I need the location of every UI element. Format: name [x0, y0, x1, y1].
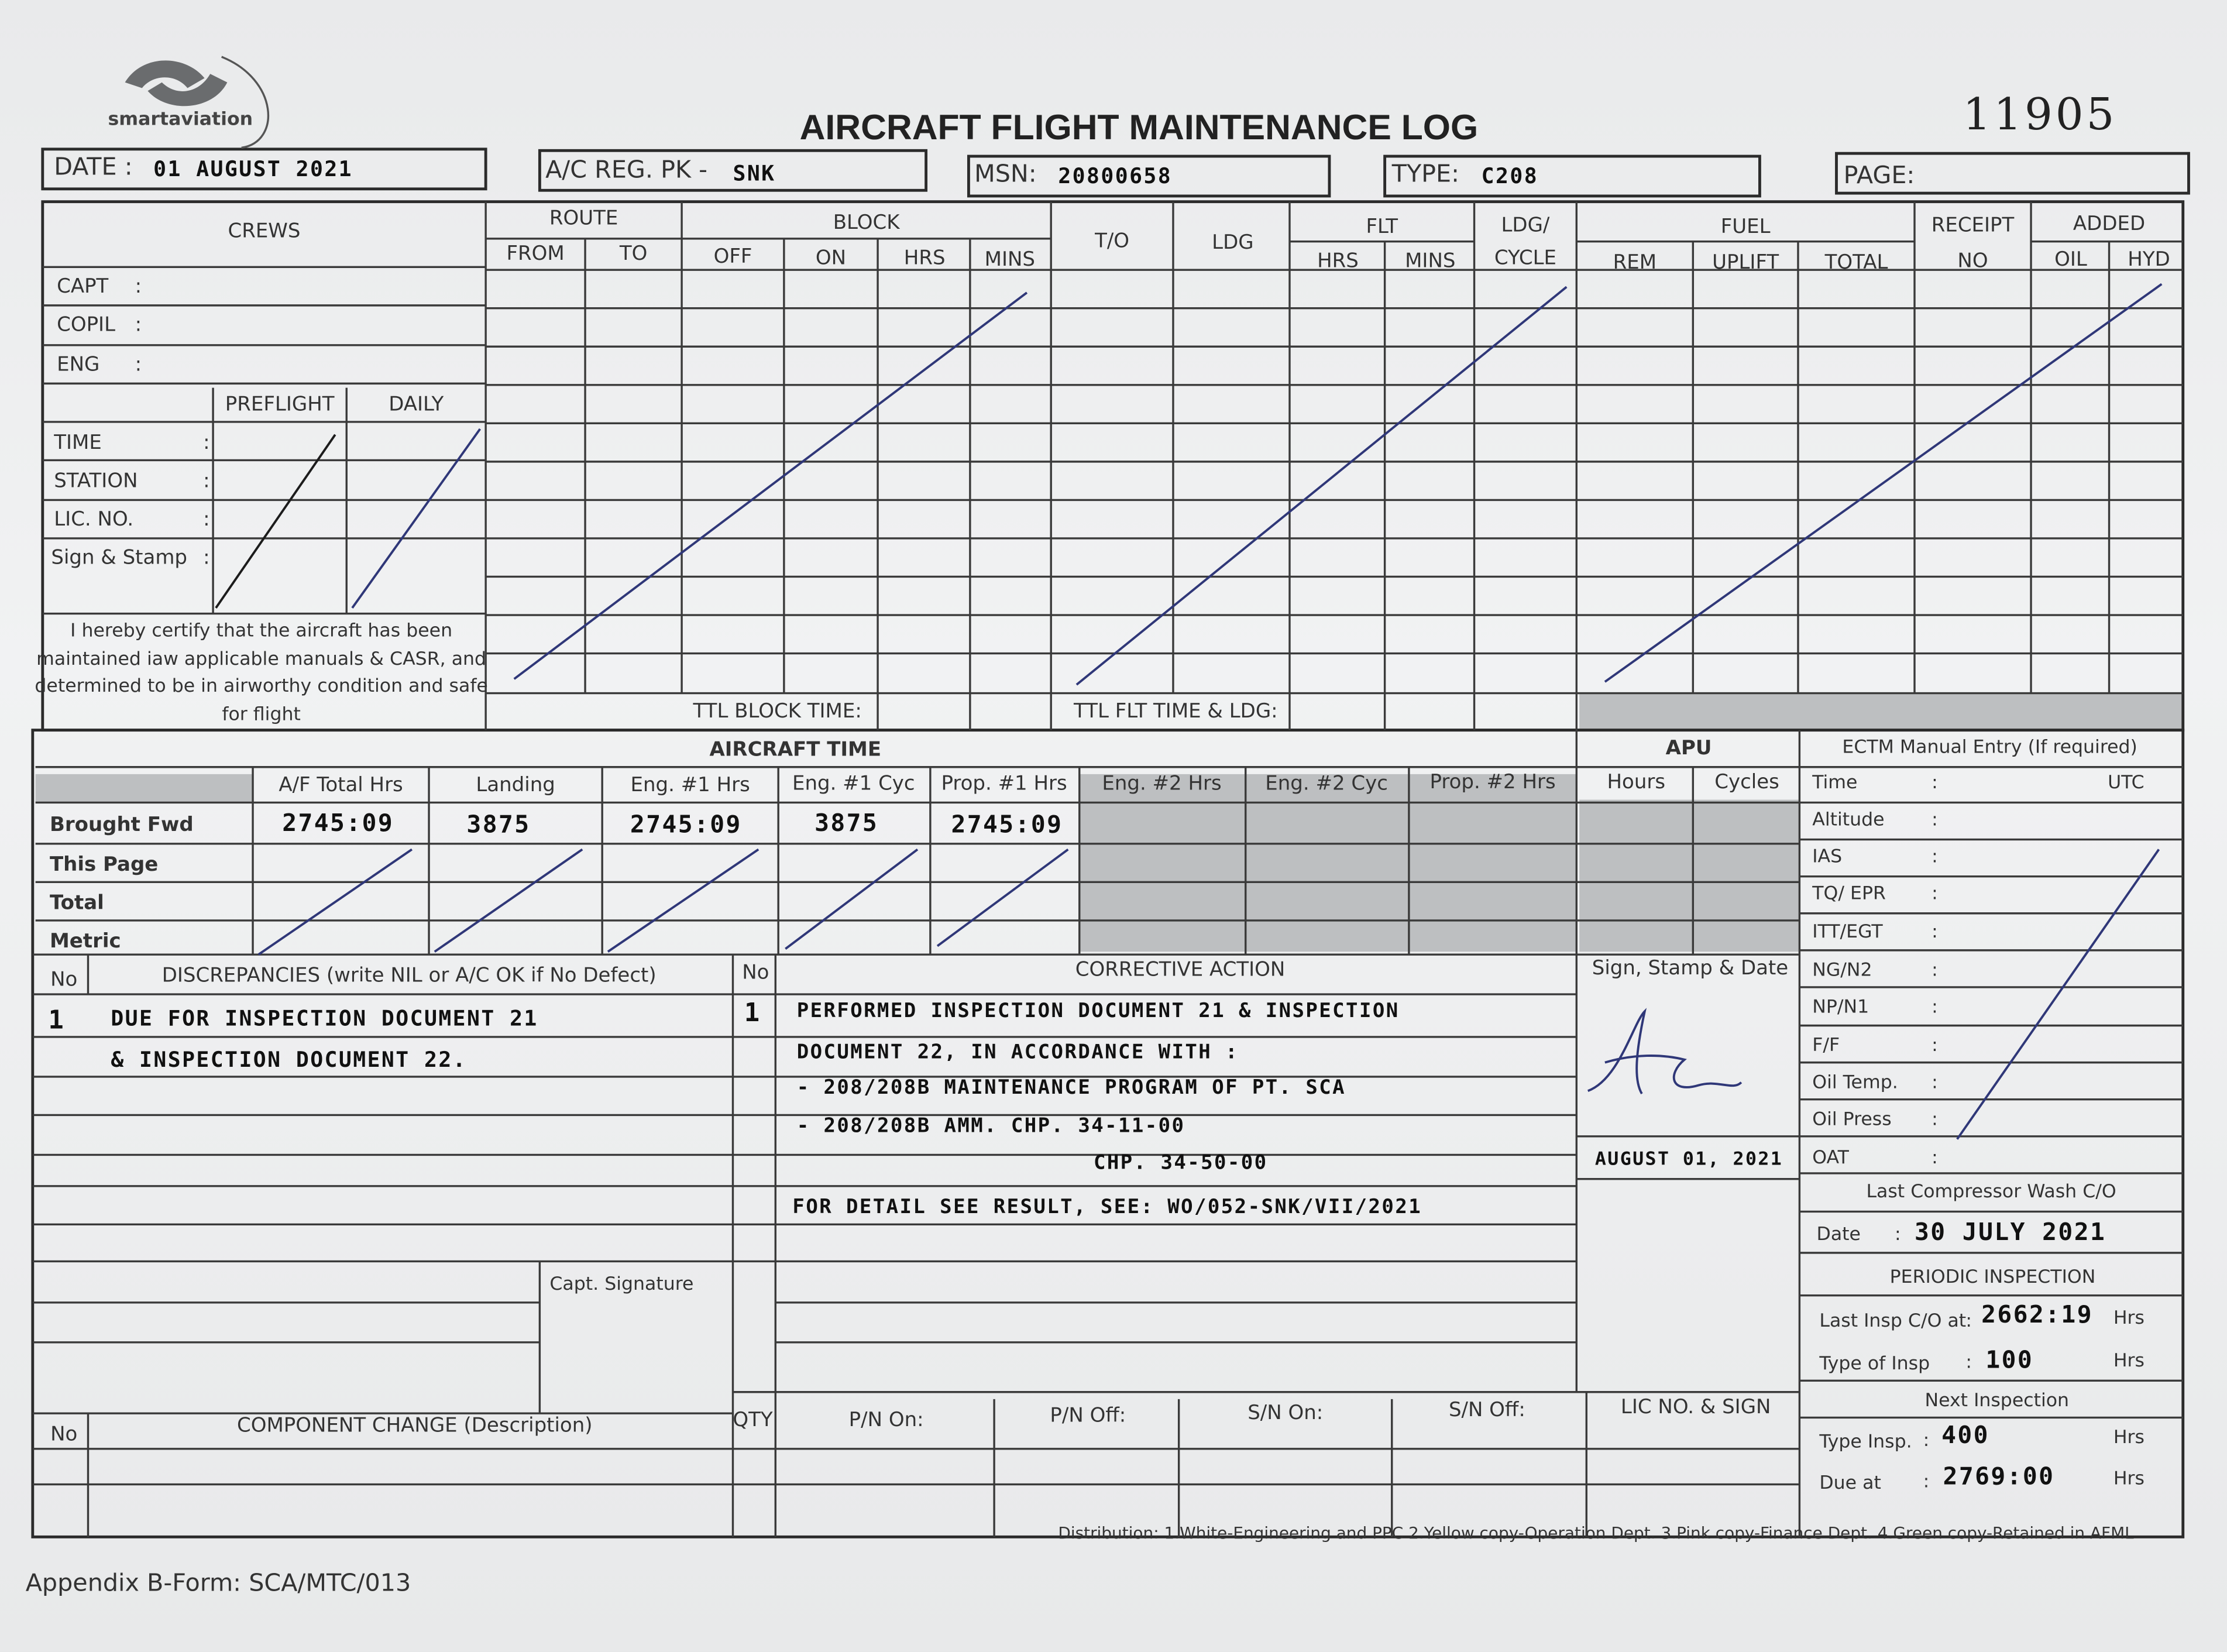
- ttl-flt-time-label: TTL FLT TIME & LDG:: [1074, 700, 1278, 723]
- date-field[interactable]: 01 AUGUST 2021: [153, 156, 353, 182]
- ectm-tq-epr: TQ/ EPR: [1812, 883, 1886, 905]
- last-insp-label: Last Insp C/O at: [1819, 1311, 1967, 1332]
- aircraft-time-title: AIRCRAFT TIME: [709, 739, 882, 762]
- fuel-header: FUEL: [1720, 215, 1771, 239]
- ectm-time: Time: [1812, 772, 1858, 794]
- sign-date-field[interactable]: AUGUST 01, 2021: [1594, 1149, 1783, 1171]
- corrective-line-1[interactable]: PERFORMED INSPECTION DOCUMENT 21 & INSPECTION: [796, 1000, 1400, 1023]
- preflight-header: PREFLIGHT: [225, 393, 335, 417]
- col-eng1-cyc: Eng. #1 Cyc: [792, 772, 915, 796]
- msn-field[interactable]: 20800658: [1058, 163, 1173, 189]
- ttl-block-time-label: TTL BLOCK TIME:: [693, 700, 862, 723]
- ectm-np-n1: NP/N1: [1812, 997, 1869, 1019]
- hyd-header: HYD: [2128, 248, 2170, 272]
- maintenance-log-sheet: smartaviation AIRCRAFT FLIGHT MAINTENANCE LOG 11905 DATE : 01 AUGUST 2021 A/C REG. PK - SNK MSN: 20800658 TYPE: C208 PAGE: CREWS CAPT COPIL ENG : : : PREFLIGHT DAILY TIME STATION LIC. NO. Sign & Stamp : : : : I hereby certify that the aircraft has been maintained iaw applicable manuals & CASR, and determined to be in airworthy condition and safe for flight ROUTE FROM TO BLOCK OFF ON HRS MINS T/O LDG FLT HRS MINS LDG/ CYCLE FUEL REM UPLIFT TOTAL RECEIPT NO ADDED OIL HYD TTL BLOCK TIME: TTL FLT TIME & LDG: AIRCRAFT TIME A/F Total Hrs Landing Eng. #1 Hrs Eng. #1 Cyc Prop. #1 Hrs Eng. #2 Hrs Eng. #2 Cyc Prop. #2 Hrs Brought Fwd This Page Total Metric 2745:09 3875 2745:09 3875 2745:09 APU Hours Cycles ECTM Manual Entry (If required) Time UTC Altitude IAS TQ/ EPR ITT/EGT NG/N2 NP/N1 F/F Oil Temp. Oil Press OAT : : : : : : : : : : : Last Compressor Wash C/O Date : 30 JULY 2021 PERIODIC INSPECTION Last Insp C/O at : 2662:19 Hrs Type of Insp : 100 Hrs Next Inspection Type Insp. : 400 Hrs Due at : 2769:00 Hrs No DISCREPANCIES (write NIL or A/C OK if No Defect) 1 DUE FOR INSPECTION DOCUMENT 21 & INSPECTION DOCUMENT 22. Capt. Signature No CORRECTIVE ACTION Sign, Stamp & Date 1 PERFORMED INSPECTION DOCUMENT 21 & INSPECTION DOCUMENT 22, IN ACCORDANCE WITH : - 208/208B MAINTENANCE PROGRAM OF PT. SCA - 208/208B AMM. CHP. 34-11-00 CHP. 34-50-00 FOR DETAIL SEE RESULT, SEE: WO/052-SNK/VII/2021 AUGUST 01, 2021 No COMPONENT CHANGE (Description) QTY P/N On: P/N Off: S/N On: S/N Off: LIC NO. & SIGN Distribution: 1.White-Engineering and PPC 2.Yellow copy-Operation Dept. 3.Pink copy-Finance Dept. 4.Green copy-Retained in AFML Appendix B-Form: SCA/MTC/013: [0, 0, 2227, 1652]
- ectm-ff: F/F: [1812, 1035, 1840, 1057]
- check-time-label: TIME: [54, 431, 102, 455]
- component-no-header: No: [50, 1423, 78, 1446]
- crew-eng-label: ENG: [57, 353, 100, 377]
- discrepancy-title: DISCREPANCIES (write NIL or A/C OK if No Defect): [161, 964, 657, 987]
- daily-header: DAILY: [389, 393, 444, 417]
- ectm-oil-press: Oil Press: [1812, 1109, 1892, 1131]
- msn-label: MSN:: [974, 160, 1037, 189]
- pn-off-header: P/N Off:: [1050, 1404, 1126, 1428]
- sign-stamp-date-title: Sign, Stamp & Date: [1592, 957, 1789, 980]
- check-lic-label: LIC. NO.: [54, 508, 134, 531]
- to-header: TO: [619, 243, 648, 266]
- type-label: TYPE:: [1391, 160, 1460, 189]
- block-header: BLOCK: [833, 211, 900, 235]
- next-type-insp-field[interactable]: 400: [1941, 1421, 1989, 1451]
- crews-title: CREWS: [228, 220, 301, 243]
- flt-hrs-header: HRS: [1317, 250, 1359, 273]
- smart-aviation-logo-mark: [125, 60, 228, 106]
- brought-fwd-eng1-hrs[interactable]: 2745:09: [630, 810, 742, 840]
- off-header: OFF: [713, 245, 752, 269]
- discrepancy-item-no[interactable]: 1: [48, 1005, 66, 1036]
- next-type-insp-label: Type Insp.: [1819, 1431, 1912, 1454]
- discrepancy-line-1[interactable]: DUE FOR INSPECTION DOCUMENT 21: [111, 1005, 538, 1032]
- ectm-utc: UTC: [2108, 772, 2144, 794]
- type-of-insp-field[interactable]: 100: [1985, 1347, 2034, 1375]
- corrective-line-6[interactable]: FOR DETAIL SEE RESULT, SEE: WO/052-SNK/VII/2021: [792, 1196, 1422, 1219]
- col-prop2-hrs: Prop. #2 Hrs: [1429, 771, 1556, 794]
- receipt-header: RECEIPT: [1931, 214, 2015, 238]
- ldg-cycle-header-2: CYCLE: [1494, 247, 1557, 270]
- sn-on-header: S/N On:: [1247, 1402, 1324, 1425]
- col-af-total: A/F Total Hrs: [279, 774, 403, 797]
- corrective-line-5[interactable]: CHP. 34-50-00: [1094, 1152, 1268, 1175]
- corrective-no-header: No: [742, 961, 769, 985]
- ectm-title: ECTM Manual Entry (If required): [1842, 737, 2137, 759]
- fuel-total-header: TOTAL: [1824, 251, 1888, 274]
- pn-on-header: P/N On:: [848, 1409, 924, 1432]
- route-header: ROUTE: [549, 207, 618, 231]
- corrective-line-2[interactable]: DOCUMENT 22, IN ACCORDANCE WITH :: [796, 1041, 1239, 1064]
- col-eng1-hrs: Eng. #1 Hrs: [630, 774, 750, 797]
- oil-header: OIL: [2054, 248, 2087, 272]
- receipt-no-header: NO: [1957, 250, 1988, 273]
- crew-copil-label: COPIL: [57, 314, 116, 337]
- ectm-altitude: Altitude: [1812, 809, 1885, 831]
- last-insp-field[interactable]: 2662:19: [1981, 1301, 2094, 1330]
- ac-reg-field[interactable]: SNK: [733, 160, 776, 186]
- added-header: ADDED: [2073, 213, 2146, 236]
- check-station-label: STATION: [54, 470, 138, 493]
- ectm-oat: OAT: [1812, 1148, 1849, 1169]
- corrective-item-no[interactable]: 1: [744, 998, 761, 1029]
- corrective-line-4[interactable]: - 208/208B AMM. CHP. 34-11-00: [796, 1115, 1185, 1138]
- fuel-uplift-header: UPLIFT: [1712, 251, 1779, 274]
- next-inspection-title: Next Inspection: [1924, 1390, 2070, 1412]
- ectm-oil-temp: Oil Temp.: [1812, 1072, 1898, 1094]
- type-field[interactable]: C208: [1481, 163, 1539, 189]
- sn-off-header: S/N Off:: [1448, 1399, 1525, 1422]
- compressor-date-field[interactable]: 30 JULY 2021: [1915, 1218, 2106, 1248]
- certify-line-3: determined to be in airworthy condition and safe: [35, 676, 488, 698]
- row-metric: Metric: [49, 930, 121, 953]
- flt-header: FLT: [1366, 215, 1398, 239]
- fuel-rem-header: REM: [1613, 251, 1657, 274]
- lic-sign-header: LIC NO. & SIGN: [1620, 1396, 1771, 1419]
- type-of-insp-hrs: Hrs: [2113, 1351, 2144, 1372]
- ac-reg-label: A/C REG. PK -: [545, 156, 708, 185]
- row-total: Total: [49, 892, 104, 915]
- logo: smartaviation: [108, 109, 253, 131]
- distribution-note: Distribution: 1.White-Engineering and PPC 2.Yellow copy-Operation Dept. 3.Pink copy-Finance Dept. 4.Green copy-Retained in AFML: [1058, 1523, 2134, 1543]
- capt-signature-label: Capt. Signature: [549, 1274, 694, 1296]
- brought-fwd-landing[interactable]: 3875: [466, 810, 531, 840]
- corrective-line-3[interactable]: - 208/208B MAINTENANCE PROGRAM OF PT. SCA: [796, 1076, 1346, 1100]
- date-label: DATE :: [54, 153, 133, 182]
- to-col-header: T/O: [1095, 230, 1130, 253]
- col-eng2-cyc: Eng. #2 Cyc: [1265, 772, 1388, 796]
- page-label: PAGE:: [1843, 162, 1915, 191]
- crew-capt-label: CAPT: [57, 275, 109, 298]
- row-this-page: This Page: [49, 853, 159, 877]
- due-at-label: Due at: [1819, 1473, 1881, 1495]
- periodic-inspection-title: PERIODIC INSPECTION: [1889, 1267, 2096, 1289]
- col-eng2-hrs: Eng. #2 Hrs: [1102, 772, 1222, 796]
- ldg-cycle-header-1: LDG/: [1501, 214, 1550, 238]
- flt-mins-header: MINS: [1405, 250, 1456, 273]
- ectm-itt-egt: ITT/EGT: [1812, 922, 1883, 943]
- brought-fwd-prop1-hrs[interactable]: 2745:09: [951, 810, 1063, 840]
- certify-line-1: I hereby certify that the aircraft has been: [70, 620, 453, 643]
- qty-header: QTY: [733, 1409, 773, 1432]
- component-change-title: COMPONENT CHANGE (Description): [236, 1414, 593, 1438]
- row-brought-fwd: Brought Fwd: [49, 813, 194, 837]
- page-title: AIRCRAFT FLIGHT MAINTENANCE LOG: [799, 108, 1479, 148]
- certify-line-4: for flight: [222, 704, 301, 726]
- block-mins-header: MINS: [984, 248, 1035, 272]
- apu-hours-header: Hours: [1607, 771, 1666, 794]
- type-of-insp-label: Type of Insp: [1819, 1354, 1930, 1375]
- brought-fwd-eng1-cyc[interactable]: 3875: [814, 809, 879, 839]
- block-hrs-header: HRS: [903, 247, 946, 270]
- discrepancy-line-2[interactable]: & INSPECTION DOCUMENT 22.: [111, 1046, 468, 1073]
- check-sign-label: Sign & Stamp: [51, 547, 188, 570]
- due-at-field[interactable]: 2769:00: [1943, 1463, 2055, 1492]
- from-header: FROM: [506, 243, 565, 266]
- ectm-ng-n2: NG/N2: [1812, 960, 1872, 982]
- compressor-date-label: Date: [1816, 1224, 1861, 1246]
- col-prop1-hrs: Prop. #1 Hrs: [941, 772, 1067, 796]
- discrepancy-no-header: No: [50, 968, 78, 992]
- due-at-hrs: Hrs: [2113, 1468, 2144, 1490]
- brought-fwd-af-total[interactable]: 2745:09: [282, 809, 394, 839]
- next-type-insp-hrs: Hrs: [2113, 1427, 2144, 1449]
- corrective-action-title: CORRECTIVE ACTION: [1075, 959, 1286, 982]
- on-header: ON: [815, 247, 847, 270]
- apu-cycles-header: Cycles: [1714, 771, 1779, 794]
- certify-line-2: maintained iaw applicable manuals & CASR, and: [36, 649, 487, 671]
- ldg-header: LDG: [1212, 231, 1254, 255]
- compressor-wash-title: Last Compressor Wash C/O: [1866, 1182, 2116, 1203]
- apu-title: APU: [1665, 737, 1712, 760]
- ectm-ias: IAS: [1812, 846, 1843, 868]
- col-landing: Landing: [476, 774, 555, 797]
- last-insp-hrs: Hrs: [2113, 1308, 2144, 1330]
- form-reference: Appendix B-Form: SCA/MTC/013: [25, 1569, 411, 1598]
- serial-number: 11905: [1963, 89, 2118, 141]
